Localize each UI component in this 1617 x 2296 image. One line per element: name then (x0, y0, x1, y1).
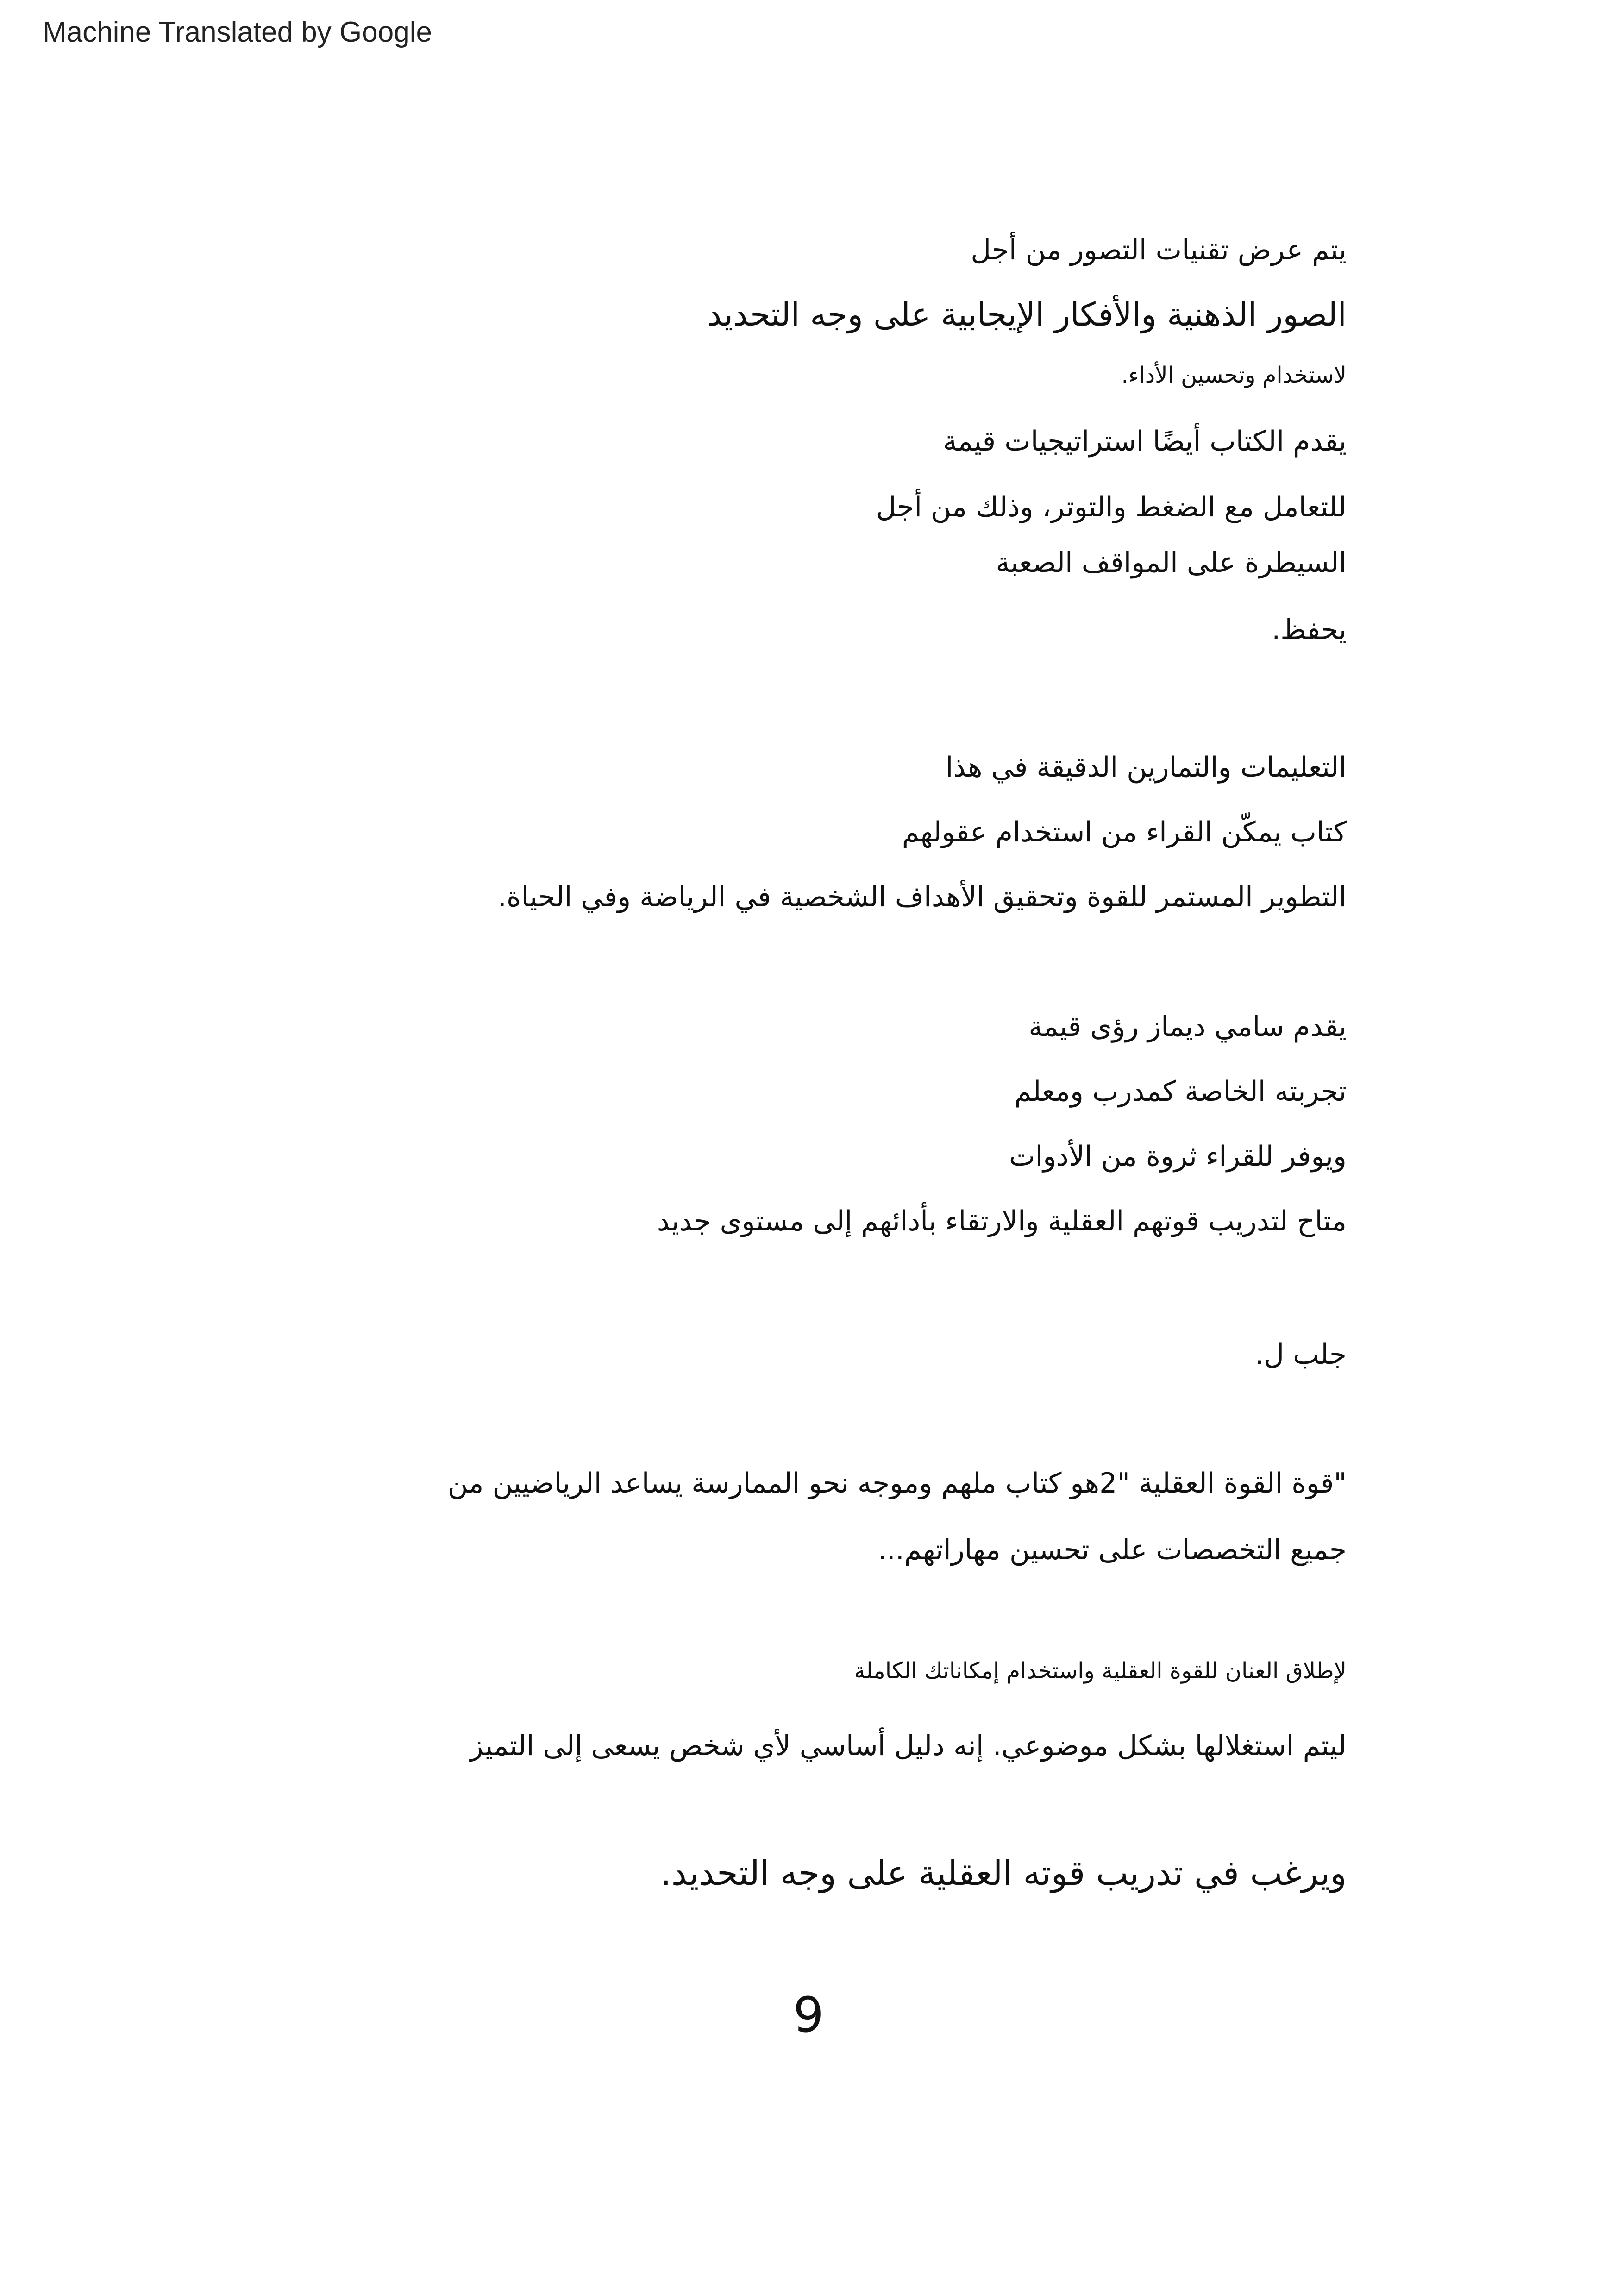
text-line: لإطلاق العنان للقوة العقلية واستخدام إمكاناتك الكاملة (854, 1658, 1347, 1684)
text-line: للتعامل مع الضغط والتوتر، وذلك من أجل (876, 491, 1347, 523)
text-line: ويرغب في تدريب قوته العقلية على وجه التحديد. (660, 1853, 1347, 1893)
machine-translation-banner: Machine Translated by Google (43, 16, 432, 48)
text-line: جلب ل. (1255, 1338, 1347, 1371)
text-line: التطوير المستمر للقوة وتحقيق الأهداف الشخصية في الرياضة وفي الحياة. (497, 881, 1347, 913)
text-line: متاح لتدريب قوتهم العقلية والارتقاء بأدائهم إلى مستوى جديد (657, 1205, 1347, 1237)
text-line: جميع التخصصات على تحسين مهاراتهم... (877, 1534, 1347, 1566)
text-line: لاستخدام وتحسين الأداء. (1121, 362, 1347, 388)
text-line: ويوفر للقراء ثروة من الأدوات (1009, 1140, 1347, 1173)
text-line: الصور الذهنية والأفكار الإيجابية على وجه التحديد (707, 295, 1347, 333)
text-line: "قوة القوة العقلية "2هو كتاب ملهم وموجه نحو الممارسة يساعد الرياضيين من (447, 1467, 1347, 1499)
text-line: كتاب يمكّن القراء من استخدام عقولهم (902, 816, 1347, 848)
text-line: يحفظ. (1272, 614, 1347, 646)
text-line: يتم عرض تقنيات التصور من أجل (971, 234, 1347, 266)
text-line: ليتم استغلالها بشكل موضوعي. إنه دليل أساسي لأي شخص يسعى إلى التميز (470, 1730, 1347, 1762)
text-line: يقدم الكتاب أيضًا استراتيجيات قيمة (943, 425, 1347, 458)
text-line: يقدم سامي ديماز رؤى قيمة (1028, 1010, 1347, 1043)
text-line: تجربته الخاصة كمدرب ومعلم (1014, 1075, 1347, 1108)
page-number: 9 (793, 1987, 824, 2043)
text-line: التعليمات والتمارين الدقيقة في هذا (945, 751, 1347, 784)
text-line: السيطرة على المواقف الصعبة (996, 546, 1347, 579)
